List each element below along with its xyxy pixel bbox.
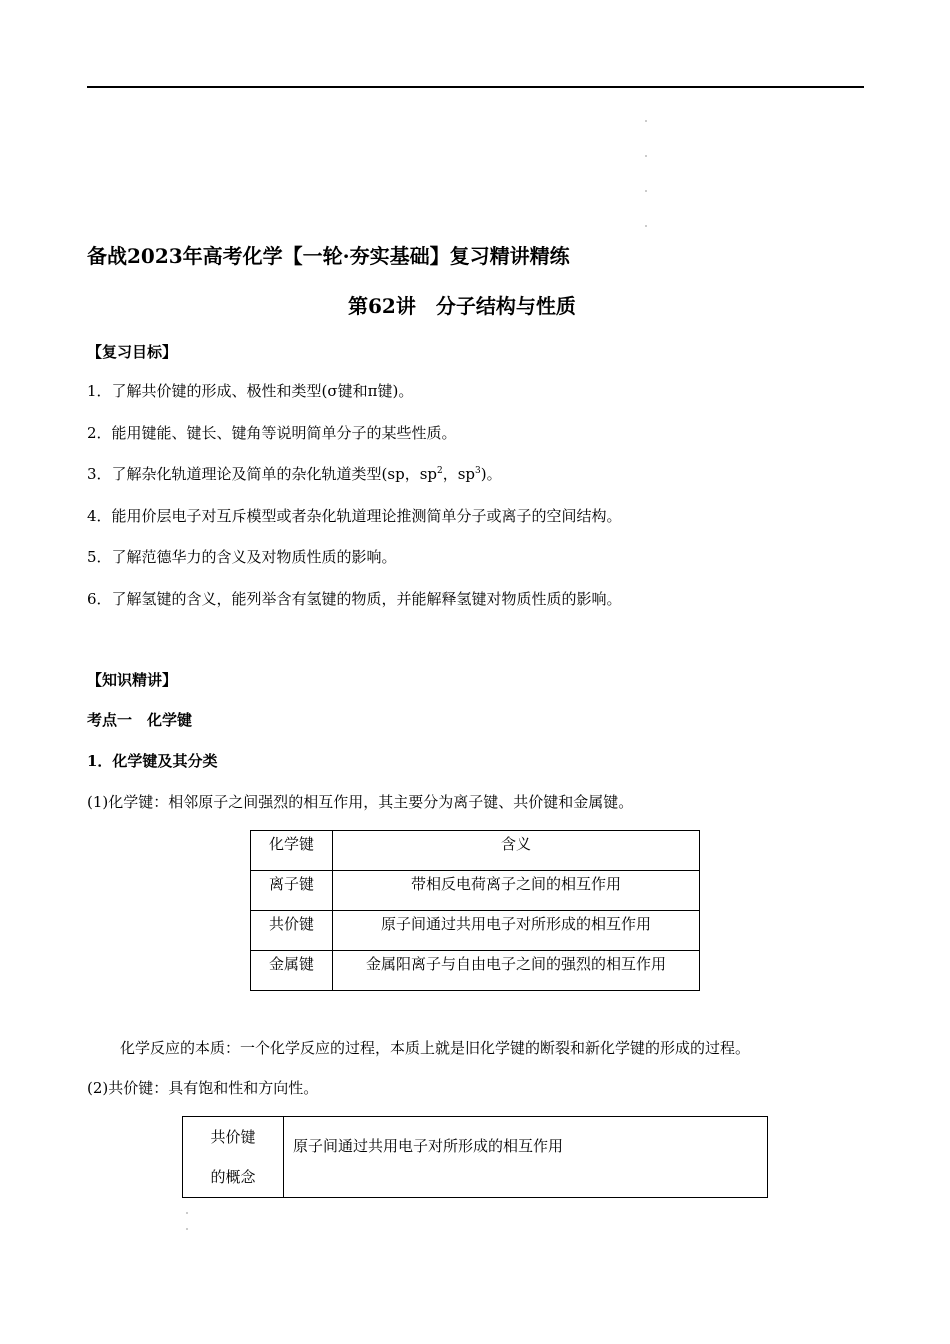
table-cell: 原子间通过共用电子对所形成的相互作用: [333, 911, 700, 951]
table-row: [251, 871, 700, 911]
table-cell: [183, 1117, 284, 1198]
objective-item: 6．了解氢键的含义，能列举含有氢键的物质，并能解释氢键对物质性质的影响。: [87, 590, 622, 608]
lecture-title: 第62讲 分子结构与性质: [348, 294, 576, 318]
bond-table: [250, 830, 700, 991]
table-cell: 金属键: [251, 951, 333, 991]
covalent-table: [182, 1116, 768, 1198]
objective-item: 1．了解共价键的形成、极性和类型(σ键和π键)。: [87, 382, 414, 400]
table-cell: 金属阳离子与自由电子之间的强烈的相互作用: [333, 951, 700, 991]
objective-item: 5．了解范德华力的含义及对物质性质的影响。: [87, 548, 397, 566]
objective-item: 3．了解杂化轨道理论及简单的杂化轨道类型(sp，$sp^2$，$sp^3$)。: [87, 465, 502, 483]
cell-line: 共价键: [210, 1128, 256, 1146]
table-cell: 共价键: [251, 911, 333, 951]
margin-dot: [186, 1212, 188, 1214]
margin-dot: [645, 120, 647, 122]
table-cell: 离子键: [251, 871, 333, 911]
table-header-cell: 含义: [333, 831, 700, 871]
table-row: [183, 1117, 768, 1198]
table-header-cell: 化学键: [251, 831, 333, 871]
cell-line: 的概念: [210, 1168, 256, 1186]
table-cell: 原子间通过共用电子对所形成的相互作用: [284, 1117, 768, 1198]
table-row: [251, 951, 700, 991]
margin-dot: [645, 190, 647, 192]
covalent-line: (2)共价键：具有饱和性和方向性。: [87, 1079, 319, 1097]
table-cell: 带相反电荷离子之间的相互作用: [333, 871, 700, 911]
table-header-row: [251, 831, 700, 871]
objectives-heading: 【复习目标】: [87, 343, 178, 361]
knowledge-heading: 【知识精讲】: [87, 671, 178, 689]
header-rule: [87, 86, 864, 88]
objective-item: 4．能用价层电子对互斥模型或者杂化轨道理论推测简单分子或离子的空间结构。: [87, 507, 622, 525]
subsection-heading: 1．化学键及其分类: [87, 752, 218, 770]
objective-item: 2．能用键能、键长、键角等说明简单分子的某些性质。: [87, 424, 457, 442]
point-title: 考点一 化学键: [87, 711, 193, 729]
document-title: 备战2023年高考化学【一轮·夯实基础】复习精讲精练: [87, 244, 570, 268]
margin-dot: [645, 155, 647, 157]
essence-paragraph: 化学反应的本质：一个化学反应的过程，本质上就是旧化学键的断裂和新化学键的形成的过程。: [120, 1039, 751, 1057]
margin-dot: [645, 225, 647, 227]
table-row: [251, 911, 700, 951]
definition-line: (1)化学键：相邻原子之间强烈的相互作用，其主要分为离子键、共价键和金属键。: [87, 793, 634, 811]
margin-dot: [186, 1228, 188, 1230]
